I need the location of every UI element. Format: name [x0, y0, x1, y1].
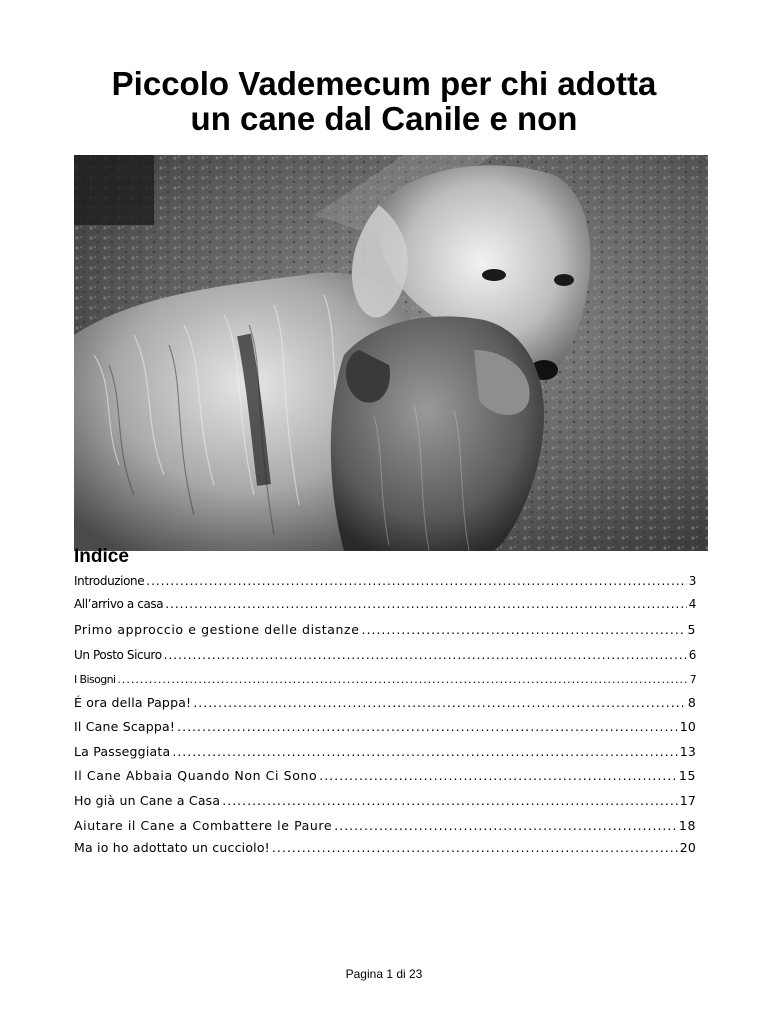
toc-entry-label: Primo approccio e gestione delle distanze [74, 622, 360, 637]
toc-entry-posto-sicuro[interactable] [74, 647, 696, 663]
toc-entry-page: 13 [679, 744, 696, 759]
toc-entry-page: 5 [687, 622, 696, 637]
toc-entry-page: 15 [678, 768, 696, 783]
toc-entry-gia-un-cane[interactable] [74, 793, 696, 809]
toc-entry-cane-scappa[interactable] [74, 719, 696, 735]
toc-entry-label: All’arrivo a casa [74, 597, 164, 611]
toc-entry-page: 4 [688, 597, 696, 611]
toc-dot-leader [193, 695, 686, 711]
title-line-1: Piccolo Vademecum per chi adotta [111, 65, 657, 102]
toc-entry-label: É ora della Pappa! [74, 695, 192, 710]
title-line-2: un cane dal Canile e non [190, 100, 578, 137]
toc-entry-page: 17 [679, 793, 696, 808]
toc-dot-leader [172, 744, 677, 760]
toc-entry-page: 10 [679, 719, 696, 734]
toc-entry-page: 7 [689, 673, 696, 686]
toc-entry-label: Ma io ho adottato un cucciolo! [74, 840, 270, 855]
document-title [0, 66, 768, 136]
toc-entry-label: Ho già un Cane a Casa [74, 793, 221, 808]
toc-entry-paure[interactable] [74, 818, 696, 834]
toc-entry-page: 8 [687, 695, 696, 710]
toc-entry-label: I Bisogni [74, 673, 116, 686]
toc-entry-pappa[interactable] [74, 695, 696, 711]
toc-dot-leader [165, 596, 687, 612]
toc-entry-bisogni[interactable] [74, 672, 696, 688]
toc-entry-page: 18 [678, 818, 696, 833]
toc-dot-leader [222, 793, 677, 809]
toc-dot-leader [272, 840, 678, 856]
toc-dot-leader [164, 647, 687, 663]
toc-entry-arrivo-a-casa[interactable] [74, 596, 696, 612]
toc-entry-label: Aiutare il Cane a Combattere le Paure [74, 818, 333, 833]
toc-entry-label: La Passeggiata [74, 744, 171, 759]
page-footer: Pagina 1 di 23 [345, 967, 423, 981]
toc-dot-leader [117, 672, 687, 688]
toc-entry-primo-approccio[interactable] [74, 622, 696, 638]
toc-entry-label: Il Cane Abbaia Quando Non Ci Sono [74, 768, 318, 783]
toc-dot-leader [362, 622, 686, 638]
toc-entry-cucciolo[interactable] [74, 840, 696, 856]
toc-entry-introduzione[interactable] [74, 573, 696, 589]
toc-entry-passeggiata[interactable] [74, 744, 696, 760]
toc-entry-page: 3 [688, 574, 696, 588]
toc-dot-leader [334, 818, 677, 834]
toc-heading: Indice [74, 546, 129, 567]
toc-entry-cane-abbaia[interactable] [74, 768, 696, 784]
toc-dot-leader [146, 573, 687, 589]
toc-entry-label: Il Cane Scappa! [74, 719, 176, 734]
toc-entry-page: 6 [688, 648, 696, 662]
toc-entry-page: 20 [679, 840, 696, 855]
toc-dot-leader [319, 768, 677, 784]
toc-entry-label: Un Posto Sicuro [74, 648, 162, 662]
toc-entry-label: Introduzione [74, 574, 145, 588]
toc-dot-leader [177, 719, 678, 735]
dog-photo [74, 155, 708, 551]
